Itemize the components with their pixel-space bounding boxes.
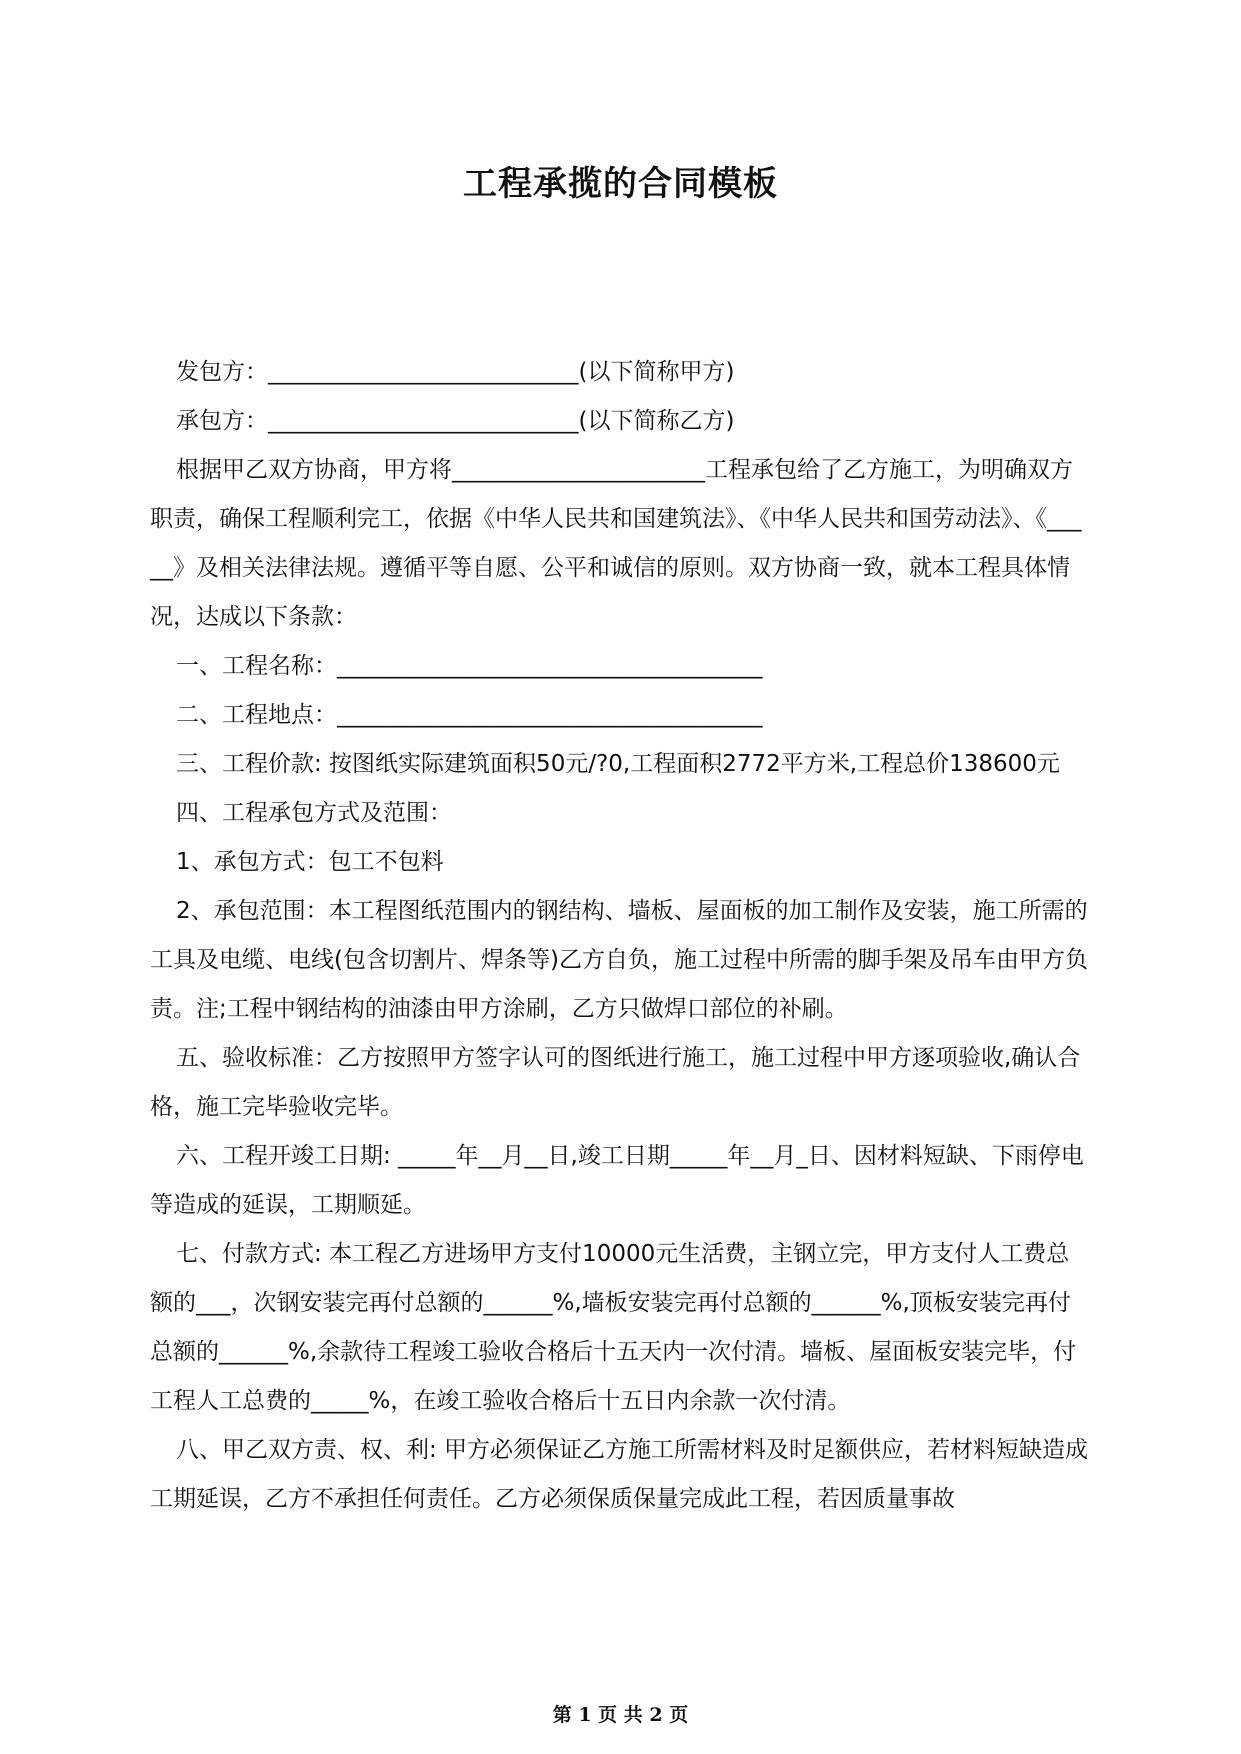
clause-contractor: 承包方：___________________________(以下简称乙方) <box>176 408 735 434</box>
clause-project-name: 一、工程名称：_____________________________________ <box>176 653 763 679</box>
clause-contract-mode-heading: 四、工程承包方式及范围： <box>176 800 452 826</box>
clause-schedule: 六、工程开竣工日期: _____年__月__日,竣工日期_____年__月_日、因材料短缺、下雨停电等造成的延误，工期顺延。 <box>150 1143 1084 1218</box>
clause-employer: 发包方：___________________________(以下简称甲方) <box>176 359 735 385</box>
clause-acceptance-standard: 五、验收标准：乙方按照甲方签字认可的图纸进行施工，施工过程中甲方逐项验收,确认合格，施工完毕验收完毕。 <box>150 1045 1081 1120</box>
document-title: 工程承揽的合同模板 <box>463 164 778 204</box>
clause-project-price: 三、工程价款: 按图纸实际建筑面积50元/?0,工程面积2772平方米,工程总价138600元 <box>176 751 1060 777</box>
document-body <box>150 348 1090 1524</box>
clause-responsibilities: 八、甲乙双方责、权、利: 甲方必须保证乙方施工所需材料及时足额供应，若材料短缺造成工期延误，乙方不承担任何责任。乙方必须保质保量完成此工程，若因质量事故 <box>150 1437 1089 1512</box>
clause-contract-scope: 2、承包范围：本工程图纸范围内的钢结构、墙板、屋面板的加工制作及安装，施工所需的工具及电缆、电线(包含切割片、焊条等)乙方自负，施工过程中所需的脚手架及吊车由甲方负责。注;工程中钢结构的油漆由甲方涂刷，乙方只做焊口部位的补刷。 <box>150 898 1088 1022</box>
clause-payment: 七、付款方式: 本工程乙方进场甲方支付10000元生活费，主钢立完，甲方支付人工费总额的___，次钢安装完再付总额的______%,墙板安装完再付总额的______%,顶板安装完再付总额的______%,余款待工程竣工验收合格后十五天内一次付清。墙板、屋面板安装完毕，付工程人工总费的_____%，在竣工验收合格后十五日内余款一次付清。 <box>150 1241 1077 1414</box>
clause-preamble: 根据甲乙双方协商，甲方将______________________工程承包给了乙方施工，为明确双方职责，确保工程顺利完工，依据《中华人民共和国建筑法》、《中华人民共和国劳动法》、《_____》及相关法律法规。遵循平等自愿、公平和诚信的原则。双方协商一致，就本工程具体情况，达成以下条款： <box>150 457 1082 630</box>
page-number: 第 1 页 共 2 页 <box>552 1704 689 1726</box>
clause-contract-mode: 1、承包方式：包工不包料 <box>176 849 444 875</box>
clause-project-location: 二、工程地点：_____________________________________ <box>176 702 763 728</box>
